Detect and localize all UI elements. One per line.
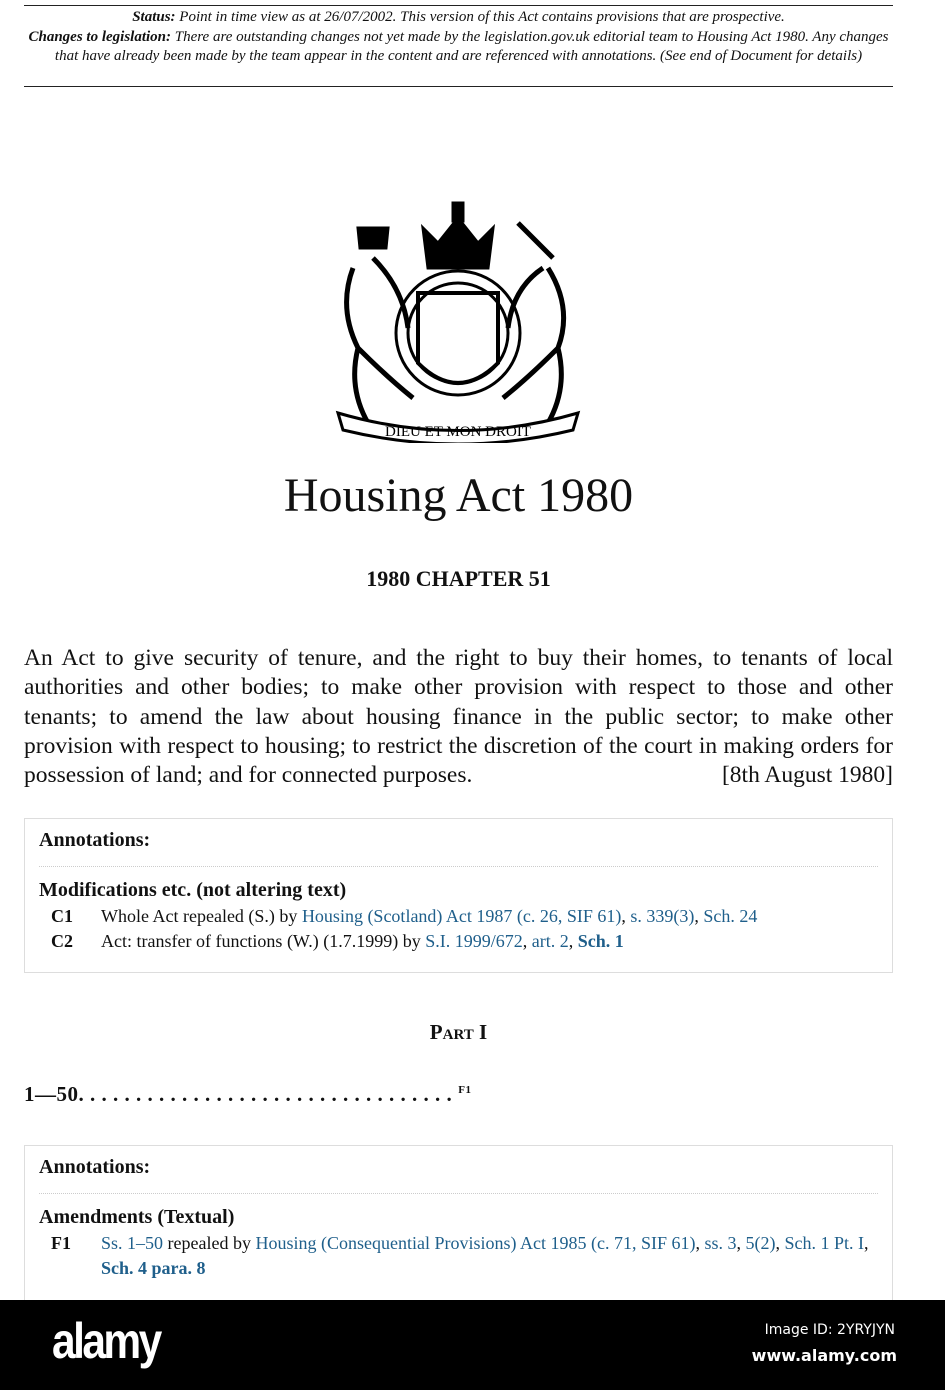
royal-coat-of-arms-icon bbox=[318, 198, 598, 443]
watermark-footer bbox=[0, 1300, 945, 1390]
divider bbox=[39, 866, 878, 867]
sep: , bbox=[568, 931, 578, 951]
annotation-c1 bbox=[39, 904, 878, 929]
link-ss3[interactable]: ss. 3 bbox=[704, 1233, 737, 1253]
annotation-f1 bbox=[39, 1231, 878, 1281]
royal-assent-date: [8th August 1980] bbox=[721, 762, 893, 789]
annotation-c2 bbox=[39, 929, 878, 954]
annotations-box-2 bbox=[24, 1145, 893, 1315]
long-title-text: An Act to give security of tenure, and the right to buy their homes, to tenants of local authorities and other bodies; to make other provision with respect to those and other tenants; to amend the law about housing finance in the public sector; to make other provision with respect to housing; to restrict the discretion of the court in making orders for possession of land; and for connected purposes. bbox=[24, 645, 893, 789]
footnote-ref-f1[interactable]: F1 bbox=[458, 1084, 472, 1096]
annotation-text: repealed by bbox=[163, 1233, 256, 1253]
annotation-text: Whole Act repealed (S.) by bbox=[101, 906, 302, 926]
sep: , bbox=[695, 1233, 705, 1253]
annotation-text: Act: transfer of functions (W.) (1.7.1999) by bbox=[101, 931, 426, 951]
divider bbox=[39, 1193, 878, 1194]
link-ss-1-50[interactable]: Ss. 1–50 bbox=[101, 1233, 164, 1253]
amendments-heading: Amendments (Textual) bbox=[39, 1206, 235, 1228]
link-sch4-para8[interactable]: Sch. 4 para. 8 bbox=[101, 1258, 206, 1278]
link-art2[interactable]: art. 2 bbox=[531, 931, 569, 951]
sep: , bbox=[863, 1233, 869, 1253]
alamy-url: www.alamy.com bbox=[751, 1346, 897, 1365]
annotation-key: F1 bbox=[51, 1233, 71, 1253]
sep: , bbox=[775, 1233, 785, 1253]
annotation-key: C2 bbox=[51, 931, 73, 951]
status-banner bbox=[24, 5, 893, 87]
link-housing-consequential-act[interactable]: Housing (Consequential Provisions) Act 1985 (c. 71, SIF 61) bbox=[255, 1233, 696, 1253]
sep: , bbox=[522, 931, 532, 951]
annotations-box bbox=[24, 818, 893, 973]
sep: , bbox=[736, 1233, 746, 1253]
section-1-50 bbox=[24, 1082, 471, 1107]
sep: , bbox=[694, 906, 704, 926]
image-id: Image ID: 2YRYJYN bbox=[764, 1322, 895, 1338]
chapter-number: 1980 CHAPTER 51 bbox=[366, 566, 551, 591]
link-sch24[interactable]: Sch. 24 bbox=[703, 906, 758, 926]
alamy-logo: alamy bbox=[52, 1313, 160, 1369]
section-number: 1—50. bbox=[24, 1082, 85, 1106]
changes-text: There are outstanding changes not yet made by the legislation.gov.uk editorial team to Housing Act 1980. Any changes that have already been made by the team appear in the content and are referenced with annotations. (See end of Document for details) bbox=[54, 28, 889, 64]
sep: , bbox=[621, 906, 631, 926]
changes-label: Changes to legislation: bbox=[28, 28, 171, 45]
link-si-1999-672[interactable]: S.I. 1999/672 bbox=[425, 931, 523, 951]
annotations-heading: Annotations: bbox=[39, 1156, 151, 1178]
part-heading: Part I bbox=[429, 1020, 488, 1044]
act-title: Housing Act 1980 bbox=[283, 469, 634, 522]
crest-motto: DIEU ET MON DROIT bbox=[385, 424, 531, 440]
status-text: Point in time view as at 26/07/2002. This version of this Act contains provisions that are prospective. bbox=[175, 9, 785, 25]
repealed-dots: . . . . . . . . . . . . . . . . . . . . . . . . . . . . . . . . bbox=[90, 1082, 453, 1106]
link-5-2[interactable]: 5(2) bbox=[745, 1233, 776, 1253]
status-label: Status: bbox=[132, 9, 176, 25]
link-sch1[interactable]: Sch. 1 bbox=[577, 931, 624, 951]
link-s339[interactable]: s. 339(3) bbox=[630, 906, 695, 926]
modifications-heading: Modifications etc. (not altering text) bbox=[39, 879, 347, 901]
link-housing-scotland-act[interactable]: Housing (Scotland) Act 1987 (c. 26, SIF 61) bbox=[301, 906, 622, 926]
annotations-heading: Annotations: bbox=[39, 829, 151, 851]
annotation-key: C1 bbox=[51, 906, 73, 926]
link-sch1-pt1[interactable]: Sch. 1 Pt. I bbox=[784, 1233, 864, 1253]
long-title bbox=[24, 644, 893, 790]
